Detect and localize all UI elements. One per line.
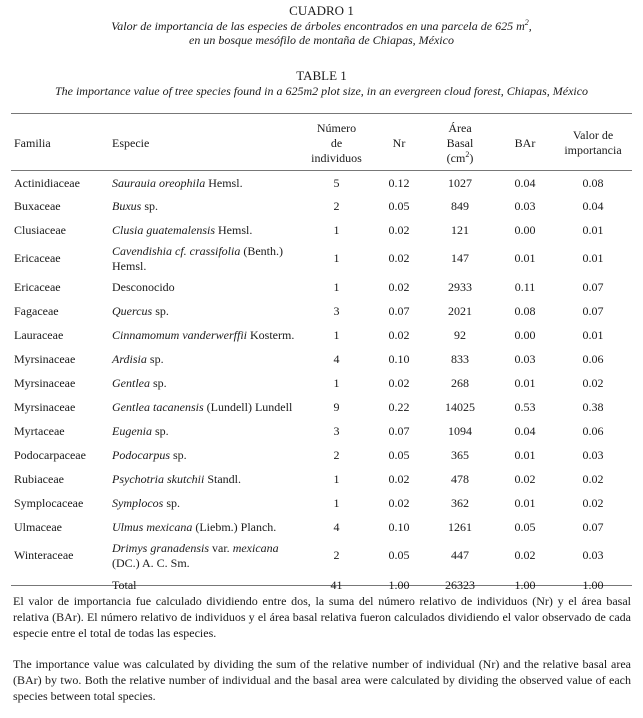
- species-author: sp.: [152, 303, 169, 318]
- cell-bar: 0.05: [514, 519, 536, 534]
- header-area-2: Basal: [446, 135, 474, 150]
- header-numero: [299, 116, 374, 170]
- species-name: Psychotria skutchii: [112, 471, 205, 486]
- header-area-1: Área: [448, 120, 472, 135]
- cell-numero: 2: [333, 198, 340, 213]
- species-name: Cinnamomum vanderwerffii: [112, 327, 247, 342]
- cell-bar: 0.53: [514, 399, 536, 414]
- cell-area: 121: [451, 222, 469, 237]
- cell-valor: 0.07: [582, 303, 604, 318]
- cell-nr: 0.07: [388, 423, 410, 438]
- species-name: Ulmus mexicana: [112, 519, 193, 534]
- cell-bar: 0.01: [514, 251, 536, 266]
- cell-nr: 0.12: [388, 176, 410, 191]
- cell-bar: 0.00: [514, 327, 536, 342]
- cell-familia: Ericaceae: [14, 251, 61, 266]
- species-author: sp.: [146, 351, 164, 366]
- table-row: [11, 371, 632, 395]
- cell-nr: 0.02: [388, 222, 410, 237]
- table-header-row: [11, 116, 632, 170]
- cell-area: 14025: [445, 399, 475, 414]
- cell-familia: Myrtaceae: [14, 423, 65, 438]
- cell-area: 2021: [448, 303, 472, 318]
- cell-especie: [109, 170, 299, 194]
- cell-area: 478: [451, 471, 469, 486]
- cell-nr: 0.07: [388, 303, 410, 318]
- table-row: [11, 515, 632, 539]
- cell-area: 833: [451, 351, 469, 366]
- cell-numero: 1: [333, 495, 340, 510]
- species-name: Cavendishia cf. crassifolia: [112, 243, 241, 258]
- cell-valor: 0.01: [582, 222, 604, 237]
- cell-valor: 0.03: [582, 548, 604, 563]
- species-author: Kosterm.: [247, 327, 295, 342]
- table-row: [11, 218, 632, 242]
- cell-numero: 5: [333, 176, 340, 191]
- cell-area: 268: [451, 375, 469, 390]
- species-name: Podocarpus: [112, 447, 170, 462]
- total-label: Total: [112, 577, 137, 592]
- cell-bar: 0.04: [514, 176, 536, 191]
- species-author: (Benth.): [240, 243, 283, 258]
- cell-area: 147: [451, 251, 469, 266]
- header-numero-1: Número: [316, 120, 357, 135]
- cell-nr: 0.02: [388, 495, 410, 510]
- cell-area: 362: [451, 495, 469, 510]
- cell-familia: Clusiaceae: [14, 222, 66, 237]
- table-row: [11, 467, 632, 491]
- species-author: (Liebm.) Planch.: [192, 519, 277, 534]
- cell-numero: 3: [333, 423, 340, 438]
- caption-en-line1: The importance value of tree species found in a 625m2 plot size, in an evergreen cloud forest, Chiapas, México: [54, 83, 589, 98]
- cell-valor: 0.02: [582, 471, 604, 486]
- cell-familia: Actinidiaceae: [14, 176, 80, 191]
- species-author: sp.: [163, 495, 180, 510]
- cell-familia: Symplocaceae: [14, 495, 84, 510]
- header-especie: Especie: [112, 135, 150, 150]
- table-row: [11, 491, 632, 515]
- species-author-line2: Hemsl.: [112, 258, 147, 273]
- caption-en: [0, 68, 643, 98]
- cell-numero: 2: [333, 548, 340, 563]
- cell-nr: 0.02: [388, 327, 410, 342]
- cell-area: 849: [451, 198, 469, 213]
- table-row: [11, 194, 632, 218]
- cell-area: 447: [451, 548, 469, 563]
- table-row: [11, 347, 632, 371]
- cell-numero: 9: [333, 399, 340, 414]
- cell-valor: 0.07: [582, 279, 604, 294]
- cell-area: 92: [454, 327, 466, 342]
- cell-bar: 0.02: [514, 471, 536, 486]
- cell-bar: 0.02: [514, 548, 536, 563]
- cell-nr: 0.02: [388, 251, 410, 266]
- cell-valor: 0.04: [582, 198, 604, 213]
- species-author: (Lundell) Lundell: [203, 399, 293, 414]
- cell-numero: 4: [333, 351, 340, 366]
- cell-bar: 0.01: [514, 495, 536, 510]
- cell-area: 1261: [448, 519, 472, 534]
- cell-area: 1094: [448, 423, 472, 438]
- species-author: sp.: [170, 447, 187, 462]
- cell-numero: 1: [333, 222, 340, 237]
- cell-numero: 3: [333, 303, 340, 318]
- total-nr: 1.00: [388, 577, 410, 592]
- cell-valor: 0.06: [582, 351, 604, 366]
- species-name: Gentlea tacanensis: [112, 399, 204, 414]
- cell-bar: 0.03: [514, 351, 536, 366]
- species-name: Clusia guatemalensis: [112, 222, 216, 237]
- table-row: [11, 443, 632, 467]
- species-name: Ardisia: [112, 351, 147, 366]
- header-bar: BAr: [514, 135, 536, 150]
- species-name: Eugenia: [112, 423, 152, 438]
- cell-nr: 0.02: [388, 471, 410, 486]
- table-row: [11, 539, 632, 572]
- cell-especie: [109, 242, 299, 275]
- cell-area: 2933: [448, 279, 472, 294]
- cell-familia: Podocarpaceae: [14, 447, 86, 462]
- cell-numero: 1: [333, 471, 340, 486]
- caption-es-line1-sup: 2: [524, 17, 529, 27]
- species-name: Symplocos: [112, 495, 164, 510]
- species-name: Drimys granadensis: [112, 540, 210, 555]
- cell-nr: 0.05: [388, 548, 410, 563]
- species-name: Saurauia oreophila: [112, 176, 206, 190]
- cell-especie: [109, 467, 299, 491]
- cell-valor: 0.01: [582, 251, 604, 266]
- cell-bar: 0.03: [514, 198, 536, 213]
- header-area-3a: (cm: [446, 150, 466, 165]
- species-author: var.: [209, 540, 233, 555]
- table-row: [11, 323, 632, 347]
- table-row: [11, 395, 632, 419]
- header-area-3b: ): [469, 150, 474, 165]
- header-area-3-sup: 2: [465, 149, 470, 159]
- cell-bar: 0.11: [514, 279, 536, 294]
- total-area: 26323: [445, 577, 475, 592]
- header-valor-1: Valor de: [572, 128, 614, 142]
- cell-familia: Ericaceae: [14, 279, 61, 294]
- cell-especie: [109, 515, 299, 539]
- cell-valor: 0.07: [582, 519, 604, 534]
- cell-especie: [109, 419, 299, 443]
- cell-familia: Winteraceae: [14, 548, 74, 563]
- cell-familia: Myrsinaceae: [14, 399, 76, 414]
- cell-nr: 0.02: [388, 375, 410, 390]
- cell-familia: Fagaceae: [14, 303, 59, 318]
- caption-es-line2: en un bosque mesófilo de montaña de Chiapas, México: [189, 32, 454, 47]
- cell-familia: Rubiaceae: [14, 471, 64, 486]
- species-name: Quercus: [112, 303, 153, 318]
- header-valor: [554, 116, 632, 170]
- cell-nr: 0.10: [388, 351, 410, 366]
- species-author: Standl.: [204, 471, 241, 486]
- cell-especie: [109, 194, 299, 218]
- cell-familia: Myrsinaceae: [14, 351, 76, 366]
- cell-area: 1027: [448, 176, 472, 191]
- cell-nr: 0.05: [388, 447, 410, 462]
- cell-bar: 0.04: [514, 423, 536, 438]
- cell-numero: 1: [333, 279, 340, 294]
- cell-especie: [109, 371, 299, 395]
- cell-valor: 0.02: [582, 375, 604, 390]
- table-row: [11, 419, 632, 443]
- species-author: Hemsl.: [215, 222, 253, 237]
- table-row: [11, 275, 632, 299]
- caption-en-label: TABLE 1: [296, 68, 347, 83]
- cell-numero: 1: [333, 327, 340, 342]
- cell-especie: [109, 491, 299, 515]
- cell-familia: Ulmaceae: [14, 519, 62, 534]
- cell-bar: 0.08: [514, 303, 536, 318]
- species-author: sp.: [141, 198, 158, 213]
- species-name: Gentlea: [112, 375, 150, 390]
- cell-valor: 0.01: [582, 327, 604, 342]
- total-bar: 1.00: [514, 577, 536, 592]
- cell-especie: [109, 395, 299, 419]
- cell-numero: 2: [333, 447, 340, 462]
- cell-familia: Buxaceae: [14, 198, 61, 213]
- cell-familia: Myrsinaceae: [14, 375, 76, 390]
- caption-es-label: CUADRO 1: [289, 3, 354, 18]
- cell-especie: [109, 275, 299, 299]
- header-nr: Nr: [392, 135, 406, 150]
- cell-numero: 1: [333, 251, 340, 266]
- table-row: [11, 242, 632, 275]
- caption-es: [0, 3, 643, 47]
- footnote-es: El valor de importancia fue calculado dividiendo entre dos, la suma del número relativo de individuos (Nr) y el área basal relativa (BAr). El número relativo de individuos y el área basal relativa fueron calculados dividiendo el valor observado de cada especie entre el total de todas las especies.: [13, 594, 631, 640]
- caption-es-line1-text: Valor de importancia de las especies de árboles encontrados en una parcela de 625 m: [111, 18, 525, 33]
- cell-especie: [109, 347, 299, 371]
- table-row: [11, 170, 632, 194]
- cell-especie: [109, 299, 299, 323]
- species-author: sp.: [152, 423, 169, 438]
- cell-valor: 0.06: [582, 423, 604, 438]
- species-author: Hemsl.: [205, 176, 243, 190]
- species-author-line2: (DC.) A. C. Sm.: [112, 555, 190, 570]
- header-numero-3: individuos: [311, 150, 362, 165]
- species-author: sp.: [150, 375, 167, 390]
- total-valor: 1.00: [582, 577, 604, 592]
- cell-especie: [109, 443, 299, 467]
- species-author: Desconocido: [112, 279, 175, 294]
- cell-especie: [109, 539, 299, 572]
- cell-valor: 0.03: [582, 447, 604, 462]
- cell-bar: 0.01: [514, 447, 536, 462]
- cell-nr: 0.22: [388, 399, 410, 414]
- species-variety: mexicana: [232, 540, 279, 555]
- header-valor-2: importancia: [564, 143, 622, 157]
- cell-nr: 0.05: [388, 198, 410, 213]
- species-name: Buxus: [112, 198, 142, 213]
- header-numero-2: de: [330, 135, 343, 150]
- header-familia: Familia: [14, 135, 51, 150]
- table-row: [11, 299, 632, 323]
- cell-especie: [109, 218, 299, 242]
- cell-numero: 1: [333, 375, 340, 390]
- table-rule-top: [11, 113, 632, 114]
- cell-valor: 0.38: [582, 399, 604, 414]
- cell-nr: 0.02: [388, 279, 410, 294]
- header-area: [424, 116, 496, 170]
- cell-valor: 0.02: [582, 495, 604, 510]
- footnote-en: The importance value was calculated by dividing the sum of the relative number of individual (Nr) and the relative basal area (BAr) by two. Both the relative number of individual and the basal area were calculated by dividing the observed value of each species between total species.: [13, 657, 631, 703]
- cell-bar: 0.00: [514, 222, 536, 237]
- cell-bar: 0.01: [514, 375, 536, 390]
- importance-value-table: [11, 116, 632, 596]
- cell-numero: 4: [333, 519, 340, 534]
- cell-familia: Lauraceae: [14, 327, 64, 342]
- cell-nr: 0.10: [388, 519, 410, 534]
- cell-area: 365: [451, 447, 469, 462]
- caption-es-line1-end: ,: [528, 18, 532, 33]
- cell-valor: 0.08: [582, 176, 604, 191]
- total-numero: 41: [330, 577, 343, 592]
- cell-especie: [109, 323, 299, 347]
- caption-es-line1: [0, 19, 643, 33]
